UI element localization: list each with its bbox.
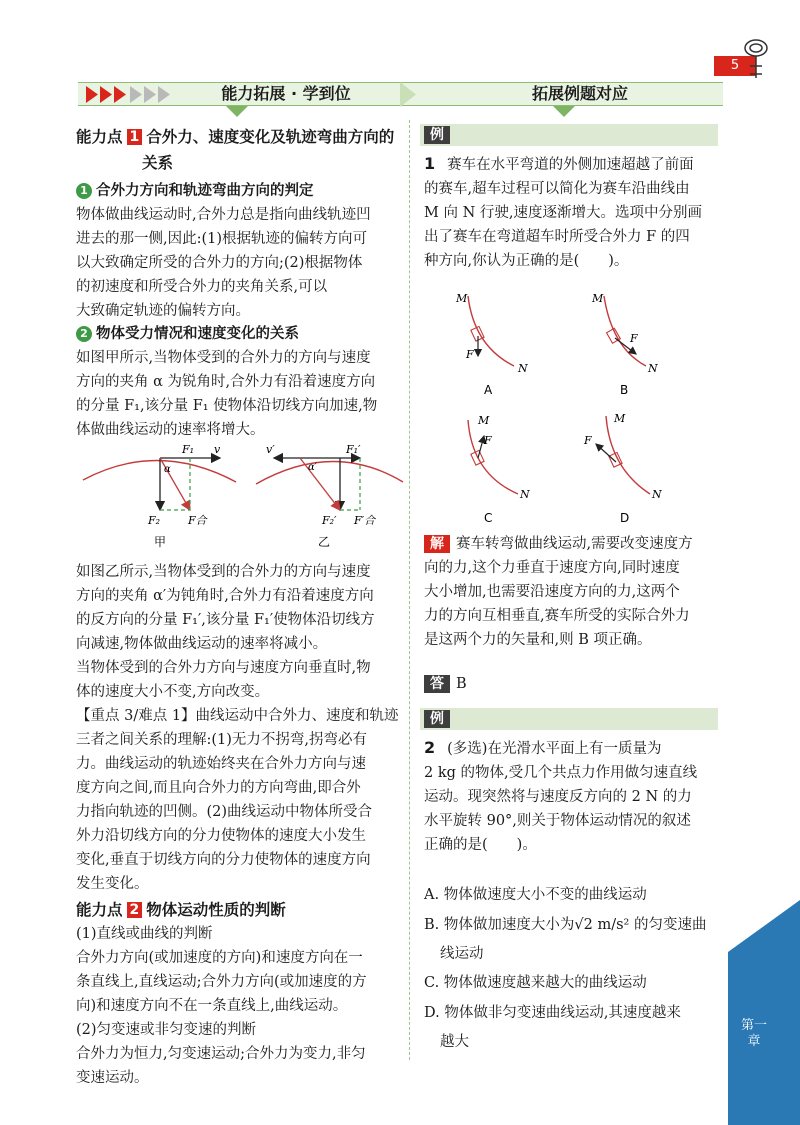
trajectory-yi [256, 461, 403, 484]
example2-tag: 例 [424, 710, 450, 728]
label-F1: F₁ [182, 443, 195, 456]
chapter-tab-shape [728, 900, 800, 1125]
point2-num: 2 [127, 902, 143, 918]
header-right-title: 拓展例题对应 [531, 84, 628, 103]
option-C: C. 物体做速度越来越大的曲线运动 [424, 975, 647, 991]
column-divider [409, 120, 410, 1060]
option-D: D. 物体做非匀变速曲线运动,其速度越来 [424, 1005, 681, 1021]
svg-text:M: M [592, 292, 604, 305]
option-C-diagram [468, 414, 530, 525]
option-A-diagram [455, 292, 528, 397]
chapter-tab-label: 第一章 [740, 1018, 767, 1049]
option-B: B. 物体做加速度大小为√2 m/s² 的匀变速曲 [424, 917, 707, 933]
svg-text:M: M [478, 414, 490, 427]
p5: (1)直线或曲线的判断 合外力方向(或加速度的方向)和速度方向在一 条直线上,直线运动;合外力方向(或加速度的方 向)和速度方向不在一条直线上,曲线运动。 (2)匀变速或非匀变速的判断 合外力为恒力,匀变速运动;合外力为变力,非匀 变速运动。 [76, 926, 367, 1086]
svg-text:D: D [620, 511, 630, 525]
p2: 如图甲所示,当物体受到的合外力的方向与速度 方向的夹角 α 为锐角时,合外力有沿着速度方向 的分量 F₁,该分量 F₁ 使物体沿切线方向加速,物 体做曲线运动的速率将增大。 [76, 350, 378, 438]
header-down-arrow-left [226, 106, 248, 118]
label-jia: 甲 [154, 535, 167, 549]
svg-text:N: N [648, 362, 658, 375]
svg-text:C: C [484, 511, 493, 525]
example1-bar [420, 124, 718, 146]
label-Fhep: F′合 [354, 514, 376, 527]
svg-text:F: F [484, 434, 492, 447]
force-figure [78, 440, 408, 552]
label-alpha: α [164, 464, 171, 475]
option-A: A. 物体做速度大小不变的曲线运动 [424, 887, 647, 903]
arrow-progress-icon [86, 86, 186, 103]
answer [424, 672, 467, 696]
label-alphap: α′ [308, 462, 318, 473]
sub1-title: 1 合外力方向和轨迹弯曲方向的判定 [76, 179, 314, 203]
example1-tag: 例 [424, 126, 450, 144]
svg-text:N: N [518, 362, 528, 375]
point1-title: 能力点 1 合外力、速度变化及轨迹弯曲方向的 [76, 128, 395, 146]
point2-title: 能力点 2 物体运动性质的判断 [76, 901, 286, 919]
label-yi: 乙 [318, 535, 331, 549]
svg-text:N: N [652, 488, 662, 501]
svg-text:N: N [520, 488, 530, 501]
header-left-title: 能力拓展 · 学到位 [221, 84, 351, 103]
paperclip-icon [740, 36, 772, 86]
label-F1p: F₁′ [346, 443, 361, 456]
solution-tag: 解 [424, 535, 450, 553]
sub2-title: 2 物体受力情况和速度变化的关系 [76, 322, 299, 346]
example2-bar [420, 708, 718, 730]
solution: 解 赛车转弯做曲线运动,需要改变速度方 向的力,这个力垂直于速度方向,同时速度 大小增加,也需要沿速度方向的力,这两个 力的方向互相垂直,赛车所受的实际合外力 是这两个力的矢量和,则 B 项正确。 [424, 536, 693, 648]
svg-text:F: F [630, 332, 638, 345]
car-force-options-figure [440, 284, 700, 528]
svg-text:F: F [466, 348, 474, 361]
svg-text:F: F [584, 434, 592, 447]
header-divider [400, 82, 430, 108]
option-B-diagram [591, 292, 658, 397]
label-vp: v′ [266, 443, 275, 456]
p3: 如图乙所示,当物体受到的合外力的方向与速度 方向的夹角 α′为钝角时,合外力有沿着速度方向 的反方向的分量 F₁′,该分量 F₁′使物体沿切线方 向减速,物体做曲线运动的速率将减小。 当物体受到的合外力方向与速度方向垂直时,物 体的速度大小不变,方向改变。 [76, 564, 375, 700]
p4: 【重点 3/难点 1】曲线运动中合外力、速度和轨迹 三者之间关系的理解:(1)无力不拐弯,拐弯必有 力。曲线运动的轨迹始终夹在合外力方向与速 度方向之间,而且向合外力的方向弯曲,即合外 力指向轨迹的凹侧。(2)曲线运动中物体所受合 外力沿切线方向的分力使物体的速度大小发生 变化,垂直于切线方向的分力使物体的速度方向 发生变化。 [76, 708, 399, 892]
svg-text:B: B [620, 383, 629, 397]
option-B-cont: 线运动 [440, 946, 484, 962]
svg-text:A: A [484, 383, 493, 397]
example1-text: 1 赛车在水平弯道的外侧加速超越了前面 的赛车,超车过程可以简化为赛车沿曲线由 M 向 N 行驶,速度逐渐增大。选项中分别画 出了赛车在弯道超车时所受合外力 F 的四 种方向,你认为正确的是( )。 [424, 154, 702, 269]
svg-text:M: M [614, 412, 626, 425]
answer-tag: 答 [424, 675, 450, 693]
option-D-diagram [583, 412, 662, 525]
point1-title-line2: 关系 [142, 154, 174, 172]
label-Fhe: F合 [188, 514, 207, 527]
page-number-box: 5 [714, 56, 756, 76]
example2-text: 2 (多选)在光滑水平面上有一质量为 2 kg 的物体,受几个共点力作用做匀速直线 运动。现突然将与速度反方向的 2 N 的力 水平旋转 90°,则关于物体运动情况的叙述 正确的是( )。 [424, 738, 698, 853]
p1: 物体做曲线运动时,合外力总是指向曲线轨迹凹 进去的那一侧,因此:(1)根据轨迹的偏转方向可 以大致确定所受的合外力的方向;(2)根据物体 的初速度和所受合外力的夹角关系,可以 大致确定轨迹的偏转方向。 [76, 207, 371, 319]
header-down-arrow-right [553, 106, 575, 118]
point1-num: 1 [127, 129, 143, 145]
svg-text:M: M [456, 292, 468, 305]
label-F2p: F₂′ [322, 514, 337, 527]
example2-options [424, 880, 706, 1056]
label-v: v [214, 443, 221, 456]
option-D-cont: 越大 [440, 1034, 469, 1050]
label-F2: F₂ [148, 514, 161, 527]
answer-value: B [456, 676, 467, 692]
